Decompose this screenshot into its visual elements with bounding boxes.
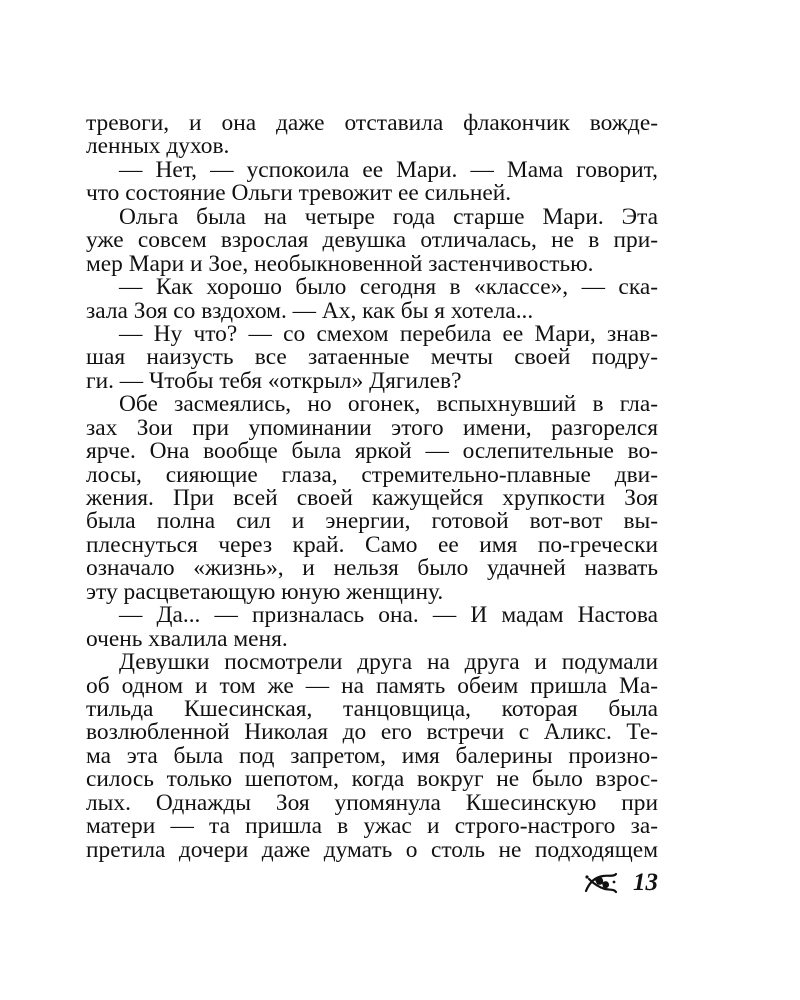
text-line: ма эта была под запретом, имя балерины произно- [86, 742, 658, 769]
text-line: — Ну что? — со смехом перебила ее Мари, знав- [119, 320, 658, 347]
text-line: — Да... — призналась она. — И мадам Настова [119, 602, 658, 629]
text-line: ги. — Чтобы тебя «открыл» Дягилев? [86, 367, 462, 394]
text-line: что состояние Ольги тревожит ее сильней. [86, 180, 512, 207]
text-line: была полна сил и энергии, готовой вот-вот вы- [86, 508, 658, 535]
paragraph [86, 651, 658, 862]
text-line: зала Зоя со вздохом. — Ах, как бы я хотела... [86, 297, 534, 324]
text-line: эту расцветающую юную женщину. [86, 578, 444, 605]
text-line: тильда Кшесинская, танцовщица, которая была [86, 695, 658, 722]
text-line: об одном и том же — на память обеим пришла Ма- [86, 672, 658, 699]
page-body-text [86, 112, 658, 862]
text-line: уже совсем взрослая девушка отличалась, не в при- [86, 227, 658, 254]
text-line: ярче. Она вообще была яркой — ослепительные во- [86, 438, 658, 465]
text-line: — Как хорошо было сегодня в «классе», — ска- [119, 274, 658, 301]
text-line: шая наизусть все затаенные мечты своей подру- [86, 344, 658, 371]
paragraph [86, 156, 658, 207]
text-line: лосы, сияющие глаза, стремительно-плавные дви- [86, 461, 658, 488]
paragraph [86, 276, 658, 323]
text-line: возлюбленной Николая до его встречи с Аликс. Те- [86, 719, 658, 746]
text-line: тревоги, и она даже отставила флакончик вожде- [86, 110, 658, 136]
text-line: зах Зои при упоминании этого имени, разгорелся [86, 414, 658, 441]
text-line: — Нет, — успокоила ее Мари. — Мама говорит, [119, 156, 658, 183]
text-line: жения. При всей своей кажущейся хрупкости Зоя [86, 485, 658, 511]
text-line: ленных духов. [86, 133, 230, 160]
paragraph [86, 393, 658, 604]
text-line: очень хвалила меня. [86, 625, 288, 652]
paragraph [86, 112, 658, 159]
paragraph [86, 203, 658, 277]
text-line: Обе засмеялись, но огонек, вспыхнувший в гла- [119, 391, 658, 418]
text-line: мер Мари и Зое, необыкновенной застенчивостью. [86, 250, 594, 277]
text-line: означало «жизнь», и нельзя было удачней назвать [86, 555, 658, 582]
text-line: силось только шепотом, когда вокруг не было взрос- [86, 766, 658, 793]
fleuron-icon [583, 871, 619, 895]
page-footer [566, 868, 658, 898]
text-line: Ольга была на четыре года старше Мари. Эта [119, 203, 658, 230]
text-line: претила дочери даже думать о столь не подходящем [86, 836, 658, 863]
text-line: Девушки посмотрели друга на друга и подумали [119, 649, 658, 676]
paragraph [86, 320, 658, 394]
text-line: матери — та пришла в ужас и строго-настрого за- [86, 813, 658, 840]
page-number: 13 [633, 869, 658, 896]
text-line: лых. Однажды Зоя упомянула Кшесинскую при [86, 789, 658, 816]
text-line: плеснуться через край. Само ее имя по-гречески [86, 531, 658, 558]
paragraph [86, 604, 658, 651]
